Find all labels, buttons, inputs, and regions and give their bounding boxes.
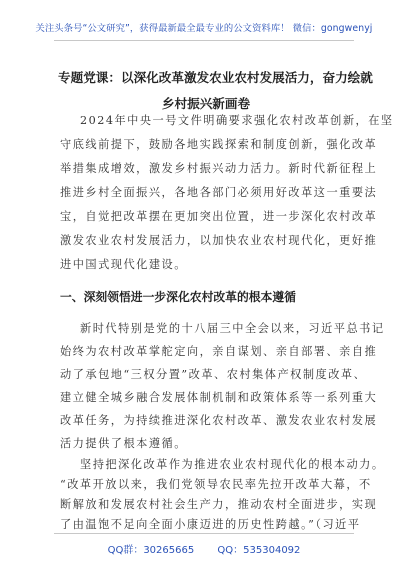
text-line: 动了承包地“三权分置”改革、农村集体产权制度改革、 bbox=[60, 368, 367, 381]
footer-qq-group: QQ群：30265665 bbox=[107, 545, 195, 556]
text-line: 推进乡村全面振兴，各地各部门必须用好改革这一重要法 bbox=[60, 186, 378, 199]
document-title-line-1: 专题党课：以深化改革激发农业农村发展活力，奋力绘就 bbox=[58, 70, 373, 85]
text-line: 断解放和发展农村社会生产力，推动农村全面进步，实现 bbox=[60, 498, 378, 511]
header-divider bbox=[54, 40, 354, 41]
text-line: 进中国式现代化建设。 bbox=[60, 258, 187, 271]
text-line: 2024年中央一号文件明确要求强化农村改革创新，在坚 bbox=[80, 114, 394, 127]
text-line: 激发农业农村发展活力，以加快农业农村现代化，更好推 bbox=[60, 234, 378, 247]
text-line: 建立健全城乡融合发展体制机制和政策体系等一系列重大 bbox=[60, 391, 378, 404]
header-banner: 关注头条号“公文研究”，获得最新最全最专业的公文资料库！ 微信：gongwenyj bbox=[35, 23, 373, 34]
text-line: 坚持把深化改革作为推进农业农村现代化的根本动力。 bbox=[80, 458, 385, 471]
footer-qq: QQ：535304092 bbox=[217, 545, 301, 556]
text-line: 改革任务，为持续推进深化农村改革、激发农业农村发展 bbox=[60, 414, 378, 427]
footer-divider bbox=[54, 533, 354, 534]
text-line: 宝，自觉把改革摆在更加突出位置，进一步深化农村改革 bbox=[60, 210, 378, 223]
text-line: 活力提供了根本遵循。 bbox=[60, 437, 187, 450]
document-title-line-2: 乡村振兴新画卷 bbox=[161, 96, 251, 111]
text-line: 守底线前提下，鼓励各地实践探索和制度创新，强化改革 bbox=[60, 138, 378, 151]
text-line: “改革开放以来，我们党领导农民率先拉开改革大幕，不 bbox=[60, 478, 372, 491]
section-heading: 一、深刻领悟进一步深化农村改革的根本遵循 bbox=[60, 290, 296, 304]
text-line: 举措集成增效，激发乡村振兴动力活力。新时代新征程上 bbox=[60, 162, 378, 175]
text-line: 始终为农村改革掌舵定向，亲自谋划、亲自部署、亲自推 bbox=[60, 345, 378, 358]
footer bbox=[0, 541, 408, 556]
text-line: 新时代特别是党的十八届三中全会以来，习近平总书记 bbox=[80, 322, 385, 335]
text-line: 了由温饱不足向全面小康迈进的历史性跨越。”（习近平 bbox=[60, 518, 361, 531]
